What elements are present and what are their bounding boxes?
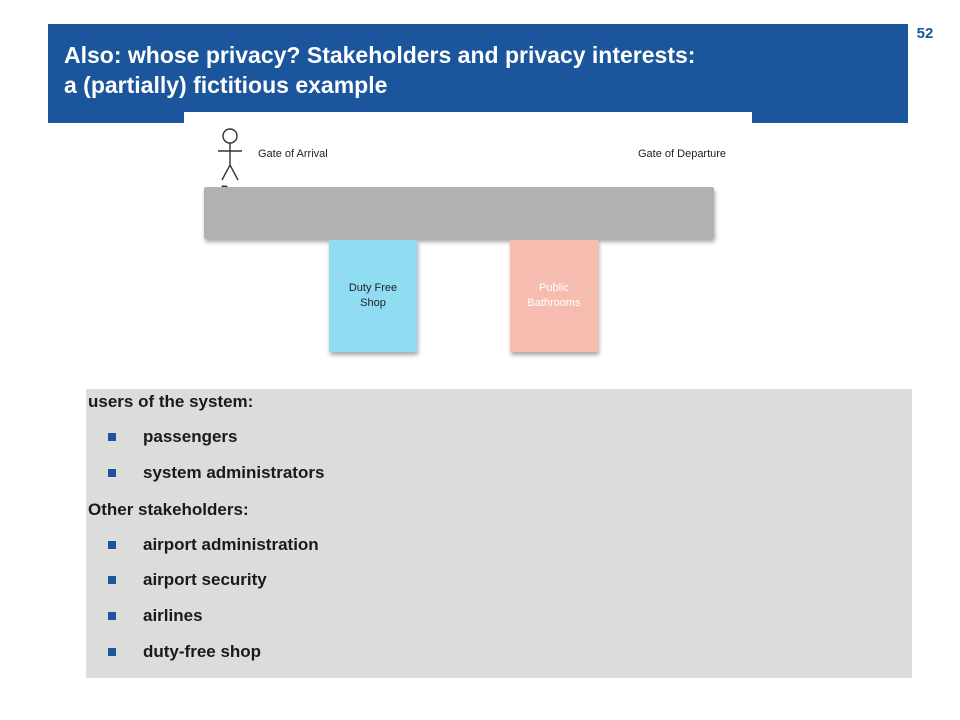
gate-arrival-label: Gate of Arrival	[258, 148, 328, 160]
bathrooms-label-line1: Public	[539, 282, 569, 294]
public-bathrooms-box	[510, 240, 598, 352]
list-item	[108, 641, 261, 663]
passenger-stick-figure	[218, 129, 242, 180]
square-bullet-icon	[108, 433, 116, 441]
list-item-label: duty-free shop	[143, 642, 262, 661]
list-item	[108, 426, 238, 448]
duty-free-label-line1: Duty Free	[348, 282, 398, 294]
gate-departure-label: Gate of Departure	[638, 148, 727, 160]
list-item	[108, 462, 324, 484]
list-item	[108, 605, 203, 627]
slide-number: 52	[916, 25, 934, 42]
list-item	[108, 569, 267, 591]
duty-free-shop-box	[329, 240, 417, 352]
list-item-label: passengers	[143, 427, 238, 446]
corridor	[204, 187, 714, 239]
square-bullet-icon	[108, 541, 116, 549]
others-heading: Other stakeholders:	[88, 500, 249, 519]
list-item-label: airport security	[143, 570, 267, 589]
list-item	[108, 534, 319, 556]
list-item-label: system administrators	[143, 463, 325, 482]
duty-free-label-line2: Shop	[360, 297, 386, 309]
square-bullet-icon	[108, 469, 116, 477]
square-bullet-icon	[108, 648, 116, 656]
list-item-label: airlines	[143, 606, 203, 625]
airport-diagram	[184, 112, 752, 374]
square-bullet-icon	[108, 612, 116, 620]
bathrooms-label-line2: Bathrooms	[527, 297, 581, 309]
slide-title: Also: whose privacy? Stakeholders and privacy interests: a (partially) fictitious example	[64, 42, 696, 98]
users-heading: users of the system:	[88, 392, 254, 411]
list-item-label: airport administration	[143, 535, 319, 554]
square-bullet-icon	[108, 576, 116, 584]
